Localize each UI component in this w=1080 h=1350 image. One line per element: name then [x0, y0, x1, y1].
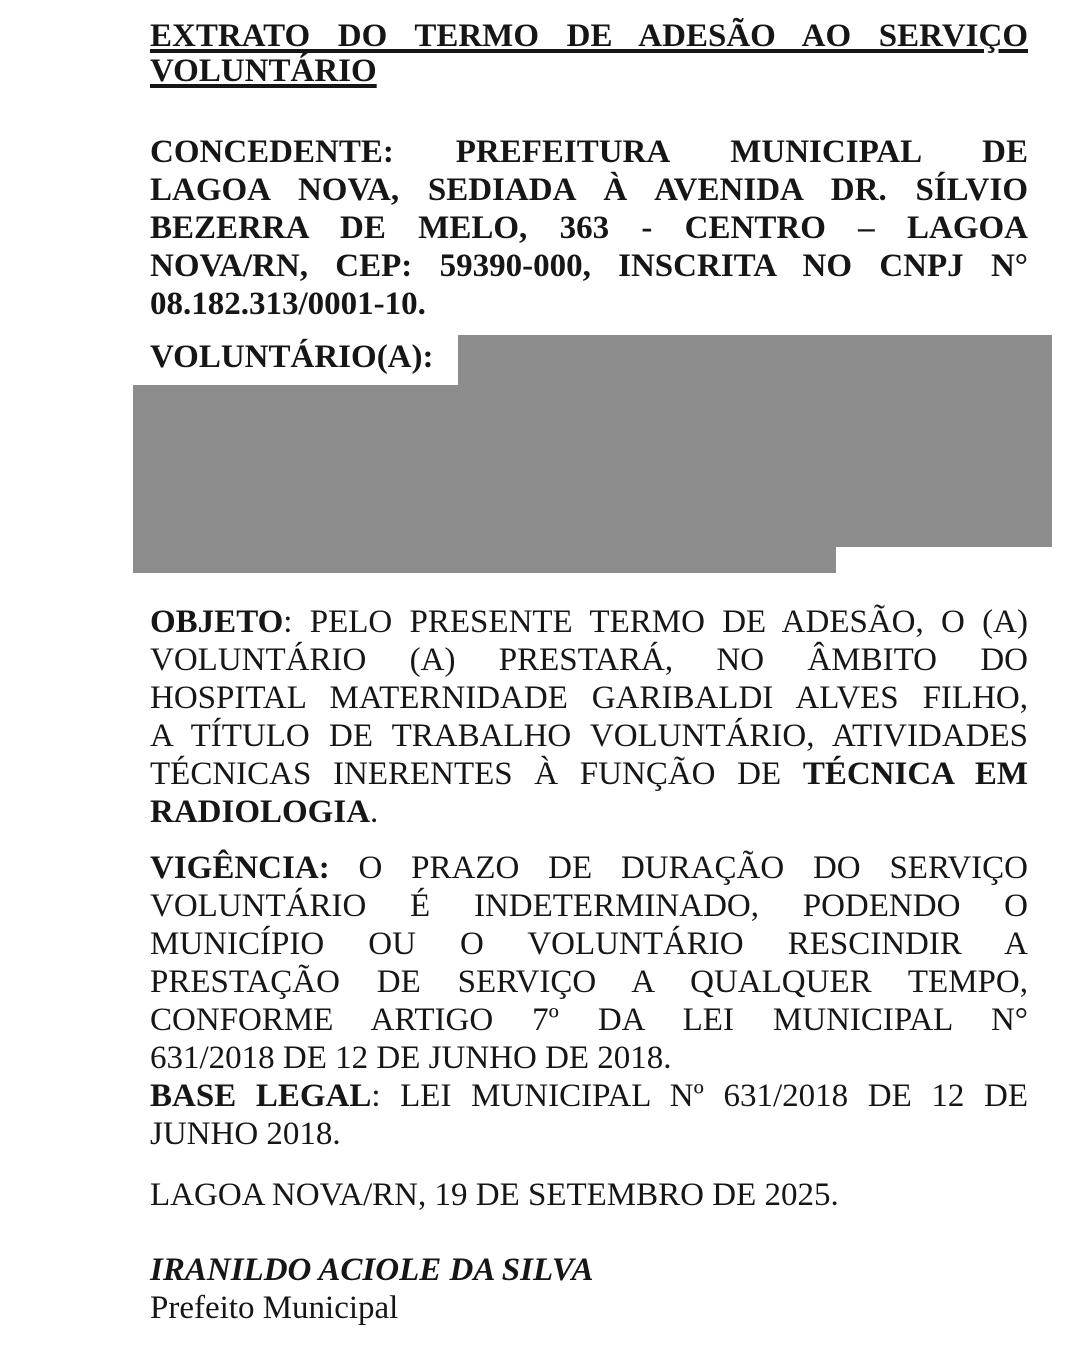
- paragraph-line: NOVA/RN, CEP: 59390-000, INSCRITA NO CNPJ N°: [150, 248, 1028, 284]
- paragraph-line: VOLUNTÁRIO (A) PRESTARÁ, NO ÂMBITO DO: [150, 642, 1028, 678]
- redaction-box: [133, 547, 836, 573]
- objeto-emphasis: RADIOLOGIA: [150, 794, 371, 830]
- signature-block: [150, 1251, 1028, 1327]
- paragraph-text: : LEI MUNICIPAL Nº 631/2018 DE 12 DE: [371, 1078, 1028, 1114]
- paragraph-line: CONCEDENTE: PREFEITURA MUNICIPAL DE: [150, 134, 1028, 170]
- paragraph-line: VOLUNTÁRIO É INDETERMINADO, PODENDO O: [150, 888, 1028, 924]
- paragraph-text: .: [370, 794, 379, 830]
- vigencia-paragraph: [150, 849, 1028, 1077]
- paragraph-line: PRESTAÇÃO DE SERVIÇO A QUALQUER TEMPO,: [150, 964, 1028, 1000]
- base-legal-label: BASE LEGAL: [150, 1078, 372, 1114]
- voluntario-label: VOLUNTÁRIO(A):: [150, 339, 434, 375]
- date-line: LAGOA NOVA/RN, 19 DE SETEMBRO DE 2025.: [150, 1177, 839, 1213]
- objeto-label: OBJETO: [150, 604, 284, 640]
- paragraph-line: [150, 1077, 1028, 1115]
- paragraph-line: JUNHO 2018.: [150, 1116, 341, 1152]
- paragraph-text: TÉCNICAS INERENTES À FUNÇÃO DE: [150, 756, 803, 792]
- paragraph-line: CONFORME ARTIGO 7º DA LEI MUNICIPAL N°: [150, 1002, 1028, 1038]
- signatory-name: IRANILDO ACIOLE DA SILVA: [150, 1252, 594, 1288]
- paragraph-line: HOSPITAL MATERNIDADE GARIBALDI ALVES FILHO,: [150, 680, 1028, 716]
- paragraph-line: BEZERRA DE MELO, 363 - CENTRO – LAGOA: [150, 210, 1028, 246]
- paragraph-line: [150, 849, 1028, 887]
- vigencia-label: VIGÊNCIA:: [150, 850, 330, 886]
- paragraph-line: A TÍTULO DE TRABALHO VOLUNTÁRIO, ATIVIDADES: [150, 718, 1028, 754]
- document-content: [150, 19, 1028, 1327]
- objeto-emphasis: TÉCNICA EM: [802, 756, 1029, 792]
- title-line: VOLUNTÁRIO: [150, 53, 377, 89]
- title-line: EXTRATO DO TERMO DE ADESÃO AO SERVIÇO: [150, 18, 1028, 54]
- redaction-box: [458, 335, 1052, 385]
- paragraph-line: 631/2018 DE 12 DE JUNHO DE 2018.: [150, 1040, 672, 1076]
- paragraph-text: : PELO PRESENTE TERMO DE ADESÃO, O (A): [283, 604, 1028, 640]
- paragraph-line: 08.182.313/0001-10.: [150, 286, 426, 322]
- objeto-paragraph: [150, 603, 1028, 831]
- paragraph-line: [150, 755, 1028, 793]
- concedente-paragraph: [150, 133, 1028, 323]
- paragraph-line: LAGOA NOVA, SEDIADA À AVENIDA DR. SÍLVIO: [150, 172, 1028, 208]
- paragraph-text: O PRAZO DE DURAÇÃO DO SERVIÇO: [329, 850, 1028, 886]
- signatory-role: Prefeito Municipal: [150, 1290, 399, 1326]
- paragraph-line: [150, 793, 1028, 831]
- paragraph-line: [150, 603, 1028, 641]
- document-title: [150, 19, 1028, 89]
- base-legal-paragraph: [150, 1077, 1028, 1153]
- paragraph-line: MUNICÍPIO OU O VOLUNTÁRIO RESCINDIR A: [150, 926, 1028, 962]
- redaction-box: [133, 385, 1052, 547]
